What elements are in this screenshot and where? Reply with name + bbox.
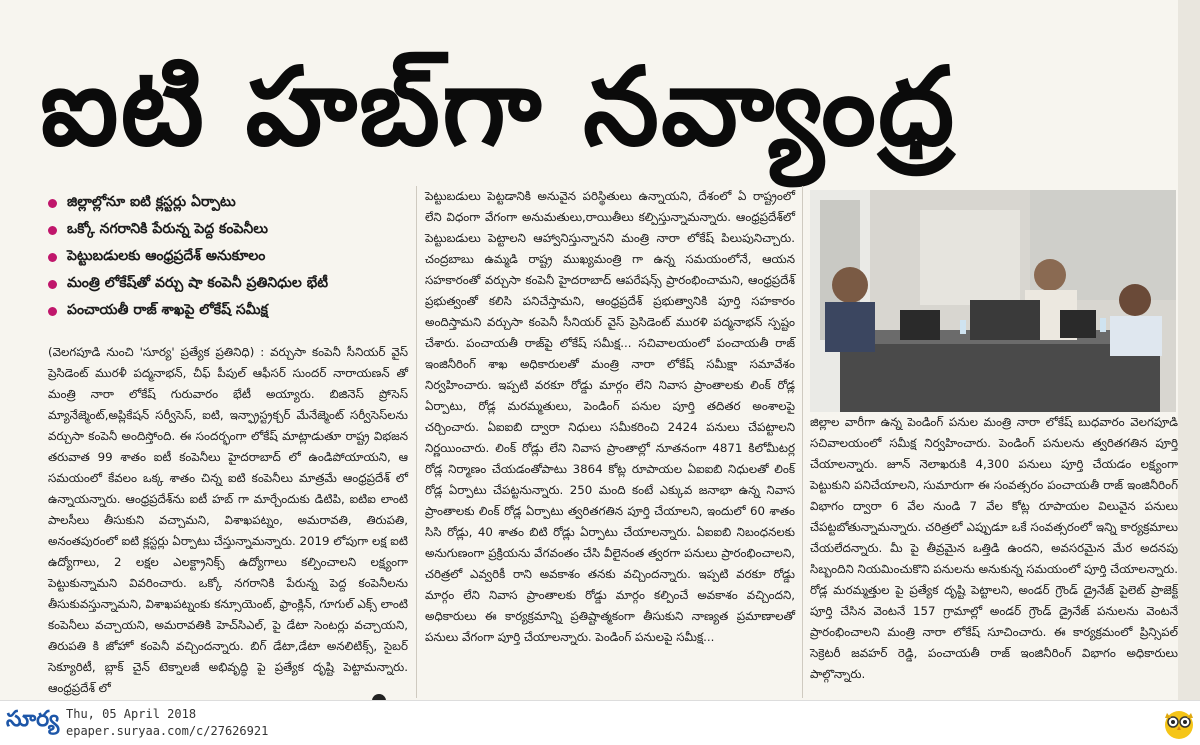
bullet-dot-icon — [48, 199, 57, 208]
article-column-3 — [810, 412, 1178, 681]
bullet-item — [48, 217, 418, 244]
bullet-text: పంచాయతీ రాజ్ శాఖపై లోకేష్ సమీక్ష — [67, 302, 268, 318]
article-text: జిల్లాల వారీగా ఉన్న పెండింగ్ పనుల మంత్రి నారా లోకేష్ బుధవారం వెలగపూడి సచివాలయంలో సమీక్ష నిర్వహించారు. పెండింగ్ పనులను త్వరితగతిన పూర్తి చేయాలన్నారు. జూన్ నెలాఖరుకి 4,300 పనులు పూర్తి చేయడం లక్ష్యంగా పెట్టుకుని పనిచేయాలని, సుమారుగా ఈ సంవత్సరం పంచాయతీ రాజ్ ఇంజినీరింగ్ విభాగం ద్వారా 6 వేల నుండి 7 వేల కోట్ల రూపాయల విలువైన పనులు చేపట్టబోతున్నామన్నారు. చరిత్రలో ఎప్పుడూ ఒకే సంవత్సరంలో ఇన్ని కార్యక్రమాలు చేయలేదన్నారు. మీ పై తీవ్రమైన ఒత్తిడి ఉందని, అవసరమైన మేర అదనపు సిబ్బందిని నియమించుకొని పనులను అనుకున్న సమయంలో పూర్తి చేయాలన్నారు. రోడ్ల మరమ్మత్తుల పై ప్రత్యేక దృష్టి పెట్టాలని, అండర్ గ్రౌండ్ డ్రైనేజ్ పైలెట్ ప్రాజెక్ట్ పూర్తి చేసిన వెంటనే 157 గ్రామాల్లో అండర్ గ్రౌండ్ డ్రైనేజ్ పనులను వెంటనే ప్రారంభించాలని మంత్రి నారా లోకేష్ సూచించారు. ఈ కార్యక్రమంలో ప్రిన్సిపల్ సెక్రెటరీ జవహర్ రెడ్డి, పంచాయతీ రాజ్ ఇంజినీరింగ్ విభాగం అధికారులు పాల్గొన్నారు. — [810, 415, 1178, 681]
bullet-text: జిల్లాల్లోనూ ఐటి క్లస్టర్లు ఏర్పాటు — [67, 194, 236, 210]
bullet-dot-icon — [48, 226, 57, 235]
bullet-item — [48, 298, 418, 325]
bullet-text: ఒక్కో నగరానికి పేరున్న పెద్ద కంపెనీలు — [67, 221, 268, 237]
suryaa-logo[interactable] — [6, 707, 59, 737]
article-column-1 — [48, 342, 408, 697]
bullet-dot-icon — [48, 280, 57, 289]
bullet-dot-icon — [48, 253, 57, 262]
bullet-item — [48, 244, 418, 271]
bullet-dot-icon — [48, 307, 57, 316]
bullet-item — [48, 271, 418, 298]
bullet-list — [48, 190, 418, 325]
owl-icon[interactable] — [1162, 705, 1196, 741]
article-text: (వెలగపూడి నుంచి 'సూర్య' ప్రత్యేక ప్రతినిధి) : వర్చుసా కంపెనీ సీనియర్ వైస్ ప్రెసిడెంట్ మురళీ పద్మనాభన్, చీఫ్ పీపుల్ ఆఫీసర్ సుందర్ నారాయణన్ తో మంత్రి నారా లోకేష్ గురువారం భేటీ అయ్యారు. బిజినెస్ ప్రోసెస్ మ్యానేజ్మెంట్,అప్లికేషన్ సర్వీసెస్, ఐటి, ఇన్ఫ్రాస్ట్రక్చర్ మేనేజ్మెంట్ సర్వీసెస్‌లను వర్చుసా కంపెనీ అందిస్తోంది. ఈ సందర్భంగా లోకేష్ మాట్లాడుతూ రాష్ట్ర విభజన తరువాత 99 శాతం ఐటీ కంపెనీలు హైదరాబాద్ లో ఉండిపోయాయని, ఆ సమయంలో కేవలం ఒక్క శాతం చిన్న ఐటి కంపెనీలు మాత్రమే ఆంధ్రప్రదేశ్ లో ఉన్నాయన్నారు. ఆంధ్రప్రదేశ్‌ను ఐటీ హబ్ గా మార్చేందుకు డిటిపి, ఐటిఐ లాంటి పాలసీలు తీసుకుని వచ్చామని, విశాఖపట్నం, అమరావతి, తిరుపతి, అనంతపురంలో ఐటి క్లస్టర్లు ఏర్పాటు చేస్తున్నామన్నారు. 2019 లోపుగా లక్ష ఐటి ఉద్యోగాలు, 2 లక్షల ఎలక్ట్రానిక్స్ ఉద్యోగాలు కల్పించాలని లక్ష్యంగా పెట్టుకున్నామని వివరించారు. ఒక్కో నగరానికి పేరున్న పెద్ద కంపెనీలను తీసుకువస్తున్నామని, విశాఖపట్నంకు కన్సూయెంట్, ఫ్రాంక్లిన్, గూగుల్ ఎక్స్ లాంటి కంపెనీలు వచ్చాయని, అమరావతికి హెచ్‌సిఎల్, పై డేటా సెంటర్లు వచ్చాయని, తిరుపతి కి జోహో కంపెనీ వచ్చిందన్నారు. బిగ్ డేటా,డేటా అనలిటిక్స్, సైబర్ సెక్యూరిటీ, బ్లాక్ చైన్ టెక్నాలజీ అభివృద్ధి పై ప్రత్యేక దృష్టి పెట్టామన్నారు. ఆంధ్రప్రదేశ్ లో — [48, 345, 408, 695]
edition-date: Thu, 05 April 2018 — [66, 707, 197, 721]
article-column-2 — [425, 186, 795, 698]
article-text: పెట్టుబడులు పెట్టడానికి అనువైన పరిస్థితులు ఉన్నాయని, దేశంలో ఏ రాష్ట్రంలో లేని విధంగా వేగంగా అనుమతులు,రాయితీలు కల్పిస్తున్నామన్నారు. ఆంధ్రప్రదేశ్‌లో పెట్టుబడులు పెట్టాలని ఆహ్వానిస్తున్నానని మంత్రి నారా లోకేష్ పిలుపునిచ్చారు. చంద్రబాబు ఉమ్మడి రాష్ట్ర ముఖ్యమంత్రి గా ఉన్న సమయంలోనే, ఆయన సహకారంతో వర్చుసా కంపెనీ హైదరాబాద్ ఆపరేషన్స్ ప్రారంభించామని, ఆంధ్రప్రదేశ్ ప్రభుత్వంతో కలిసి పనిచేస్తామని, ఆంధ్రప్రదేశ్ ప్రభుత్వానికి పూర్తి సహకారం అందిస్తామని వర్చుసా కంపెనీ సీనియర్ వైస్ ప్రెసిడెంట్ మురళి పద్మనాభన్ స్పష్టం చేశారు. పంచాయతీ రాజ్‌పై లోకేష్ సమీక్ష... సచివాలయంలో పంచాయతీ రాజ్ ఇంజినీరింగ్ శాఖ అధికారులతో మంత్రి నారా లోకేష్ సమీక్షా సమావేశం నిర్వహించారు. ఇప్పటి వరకూ రోడ్డు మార్గం లేని నివాస ప్రాంతాలకు లింక్ రోడ్ల ఏర్పాటు, రోడ్ల మరమ్మతులు, పెండింగ్ పనుల పూర్తి తదితర అంశాలపై చర్చించారు. ఏఐఐబి ద్వారా నిధులు సమీకరించి 2424 పనులు చేపట్టాలని నిర్ణయించారు. లింక్ రోడ్లు లేని నివాస ప్రాంతాల్లో నూతనంగా 4871 కిలోమీటర్ల రోడ్ల నిర్మాణం చేయడంతోపాటు 3864 కోట్ల రూపాయల ఏఐఐబి నిధులతో లింక్ రోడ్ల ఏర్పాటు చేపట్టనున్నారు. 250 మంది కంటే ఎక్కువ జనాభా ఉన్న నివాస ప్రాంతాలకు లింక్ రోడ్ల ఏర్పాటు త్వరితగతిన పూర్తి చేయాలని, ఇందులో 60 శాతం సిసి రోడ్లు, 40 శాతం బిటి రోడ్లు ఏర్పాటు చేయాలన్నారు. ఏఐఐబి నిబంధనలకు అనుగుణంగా ప్రక్రియను వేగవంతం చేసి వీలైనంత త్వరగా పనులు ప్రారంభించాలని, చరిత్రలో ఎవ్వరికీ రాని అవకాశం తనకు వచ్చిందన్నారు. ఇప్పటి వరకూ రోడ్డు మార్గం లేని నివాస ప్రాంతాలకు రోడ్డు మార్గం కల్పించే అవకాశం వచ్చిందని, అధికారులు ఈ కార్యక్రమాన్ని ప్రతిష్టాత్మకంగా తీసుకుని నాణ్యత ప్రమాణాలతో పనులు వేగంగా పూర్తి చేయాలన్నారు. పెండింగ్ పనులపై సమీక్ష... — [425, 189, 795, 644]
headline: ఐటి హబ్‌గా నవ్యాంధ్ర — [40, 45, 957, 170]
column-divider — [416, 186, 417, 698]
bullet-text: మంత్రి లోకేష్‌తో వర్చు షా కంపెనీ ప్రతినిధుల భేటీ — [67, 275, 329, 291]
meeting-photo — [810, 190, 1176, 412]
bullet-text: పెట్టుబడులకు ఆంధ్రప్రదేశ్ అనుకూలం — [67, 248, 266, 264]
logo-text: సూర్య — [6, 707, 60, 732]
footer-bar — [0, 700, 1200, 745]
adjacent-page-edge — [1178, 0, 1200, 700]
bullet-item — [48, 190, 418, 217]
column-divider — [802, 186, 803, 698]
epaper-link[interactable]: epaper.suryaa.com/c/27626921 — [66, 724, 269, 738]
